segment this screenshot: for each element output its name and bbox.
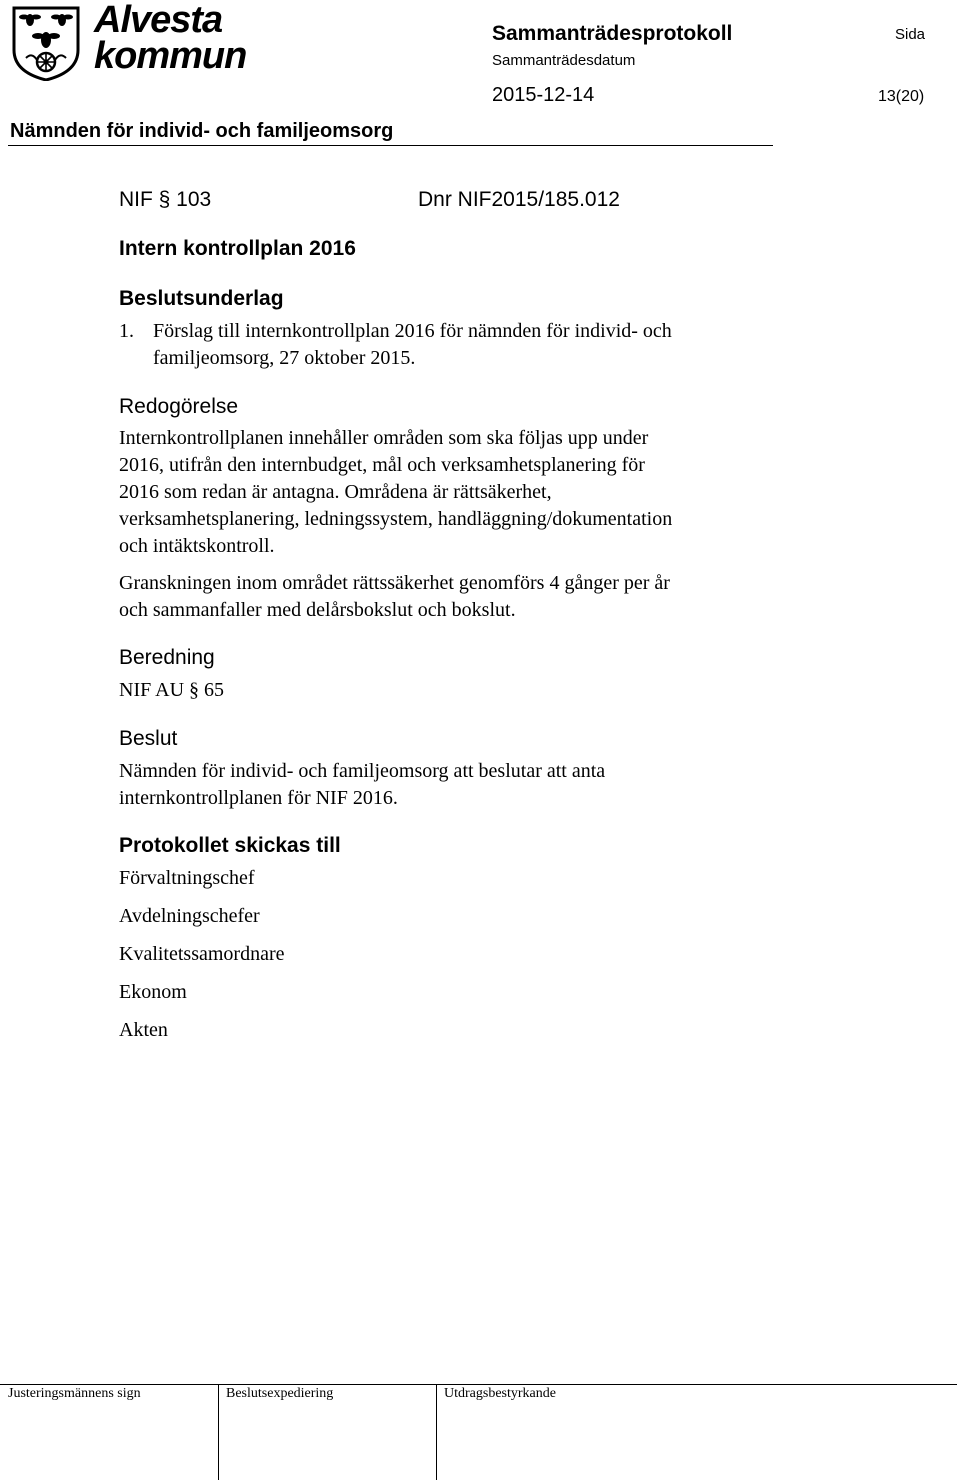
paragraph-line: 2016, utifrån den internbudget, mål och verksamhetsplanering för bbox=[119, 454, 645, 476]
footer-expediering-label: Beslutsexpediering bbox=[226, 1386, 334, 1401]
beslut-line-1: Nämnden för individ- och familjeomsorg att beslutar att anta bbox=[119, 760, 606, 782]
recipient-item: Kvalitetssamordnare bbox=[119, 943, 285, 965]
page-number: 13(20) bbox=[878, 88, 925, 105]
logo-text-line2: kommun bbox=[94, 35, 247, 77]
footer-column-divider bbox=[436, 1384, 437, 1480]
section-title: Intern kontrollplan 2016 bbox=[119, 237, 356, 260]
footer-column-divider bbox=[218, 1384, 219, 1480]
heading-beredning: Beredning bbox=[119, 646, 215, 669]
footer-utdrag-label: Utdragsbestyrkande bbox=[444, 1386, 556, 1401]
list-item-number: 1. bbox=[119, 320, 134, 342]
document-title: Sammanträdesprotokoll bbox=[492, 22, 733, 45]
meeting-date-value: 2015-12-14 bbox=[492, 84, 595, 106]
diary-number: Dnr NIF2015/185.012 bbox=[418, 188, 620, 211]
heading-protokollet: Protokollet skickas till bbox=[119, 834, 341, 857]
meeting-date-label: Sammanträdesdatum bbox=[492, 52, 636, 69]
alvesta-kommun-logo bbox=[12, 0, 252, 81]
paragraph-line: Granskningen inom området rättssäkerhet genomförs 4 gånger per år bbox=[119, 572, 670, 594]
footer-justering-label: Justeringsmännens sign bbox=[8, 1386, 141, 1401]
organization-name: Nämnden för individ- och familjeomsorg bbox=[10, 120, 394, 142]
recipient-item: Förvaltningschef bbox=[119, 867, 255, 889]
list-item-line-1: Förslag till internkontrollplan 2016 för nämnden för individ- och bbox=[153, 320, 672, 342]
beredning-text: NIF AU § 65 bbox=[119, 679, 225, 701]
recipient-item: Avdelningschefer bbox=[119, 905, 260, 927]
beslut-line-2: internkontrollplanen för NIF 2016. bbox=[119, 787, 398, 809]
header-divider bbox=[8, 145, 773, 146]
recipient-item: Akten bbox=[119, 1019, 168, 1041]
paragraph-line: 2016 som redan är antagna. Områdena är rättsäkerhet, bbox=[119, 481, 552, 503]
heading-redogorelse: Redogörelse bbox=[119, 395, 239, 418]
section-number: NIF § 103 bbox=[119, 188, 212, 211]
paragraph-line: Internkontrollplanen innehåller områden som ska följas upp under bbox=[119, 427, 649, 449]
heading-beslut: Beslut bbox=[119, 727, 178, 750]
paragraph-line: verksamhetsplanering, ledningssystem, handläggning/dokumentation bbox=[119, 508, 673, 530]
page-label: Sida bbox=[895, 26, 926, 43]
logo-text-line1: Alvesta bbox=[94, 0, 223, 41]
paragraph-line: och sammanfaller med delårsbokslut och bokslut. bbox=[119, 599, 516, 621]
heading-beslutsunderlag: Beslutsunderlag bbox=[119, 287, 284, 310]
list-item-line-2: familjeomsorg, 27 oktober 2015. bbox=[153, 347, 416, 369]
footer-divider bbox=[0, 1384, 957, 1385]
recipient-item: Ekonom bbox=[119, 981, 187, 1003]
paragraph-line: och intäktskontroll. bbox=[119, 535, 275, 557]
